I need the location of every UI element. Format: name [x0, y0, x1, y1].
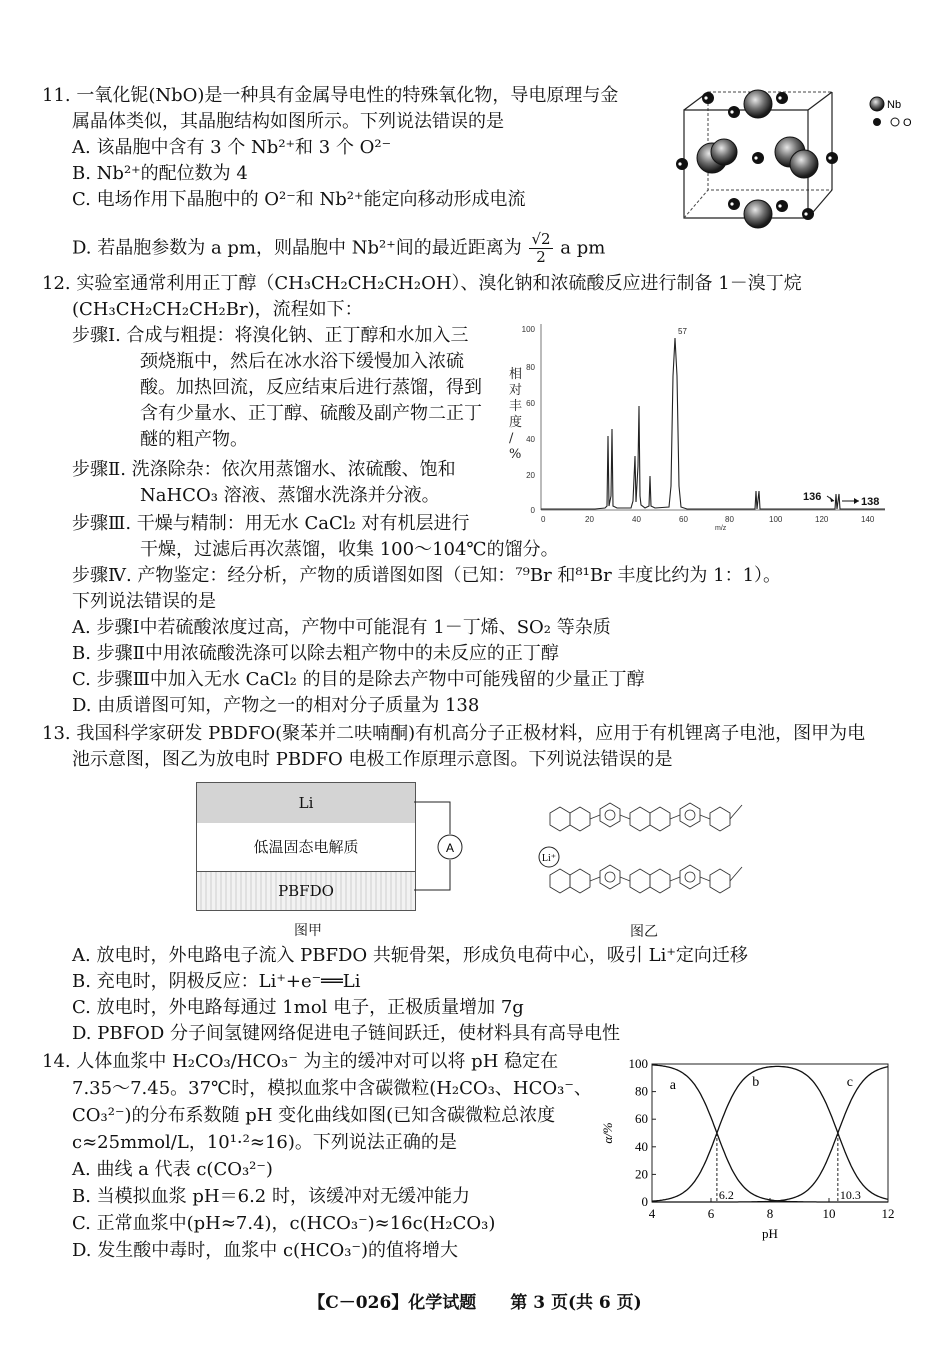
q11-stem-line2: 属晶体类似，其晶胞结构如图所示。下列说法错误的是: [72, 111, 504, 132]
ms-138-label: 138: [861, 496, 880, 508]
svg-text:20: 20: [526, 471, 535, 480]
q14-stem-line3: CO₃²⁻)的分布系数随 pH 变化曲线如图(已知含碳微粒总浓度: [72, 1105, 556, 1126]
mass-spectrum-figure: [505, 316, 910, 536]
svg-text:20: 20: [585, 515, 594, 524]
svg-text:丰: 丰: [509, 399, 523, 414]
li-anode-layer: Li: [196, 782, 416, 824]
q13-option-b: B. 充电时，阴极反应：Li⁺+e⁻══Li: [72, 971, 361, 992]
svg-text:100: 100: [769, 515, 783, 524]
q12-option-c: C. 步骤Ⅲ中加入无水 CaCl₂ 的目的是除去产物中可能残留的少量正丁醇: [72, 669, 645, 690]
ms-xlabel: m/z: [715, 525, 727, 532]
svg-text:0: 0: [530, 506, 535, 515]
svg-text:Li⁺: Li⁺: [541, 853, 557, 864]
ms-ylabel: [509, 366, 522, 462]
svg-text:%: %: [509, 447, 522, 462]
q11-stem-line1: 11. 一氧化铌(NbO)是一种具有金属导电性的特殊氧化物，导电原理与金: [42, 85, 619, 106]
q11-fraction: [529, 231, 552, 266]
y-axis-label: α/%: [600, 1122, 615, 1144]
o-legend-label: O: [903, 117, 912, 129]
q12-option-b: B. 步骤Ⅱ中用浓硫酸洗涤可以除去粗产物中的未反应的正丁醇: [72, 643, 559, 664]
q14-stem-line2: 7.35～7.45。37℃时，模拟血浆中含碳微粒(H₂CO₃、HCO₃⁻、: [72, 1078, 592, 1099]
q12-stem-line1: 12. 实验室通常利用正丁醇（CH₃CH₂CH₂CH₂OH）、溴化钠和浓硫酸反应进行制备 1－溴丁烷: [42, 273, 802, 294]
q12-step4: 步骤Ⅳ. 产物鉴定：经分析，产物的质谱图如图（已知：⁷⁹Br 和⁸¹Br 丰度比约为 1：1）。: [72, 565, 782, 586]
q11-fraction-num: √2: [531, 230, 551, 248]
distribution-chart-svg: [598, 1052, 908, 1242]
svg-text:40: 40: [526, 435, 535, 444]
o-legend-swatch: [873, 118, 881, 126]
q12-step1-line1: 步骤Ⅰ. 合成与粗提：将溴化钠、正丁醇和水加入三: [72, 325, 469, 346]
q12-question: 下列说法错误的是: [72, 591, 216, 612]
battery-diagram: [196, 782, 476, 938]
svg-text:0: 0: [541, 515, 546, 524]
q13-option-c: C. 放电时，外电路每通过 1mol 电子，正极质量增加 7g: [72, 997, 524, 1018]
pbdfo-structure-diagram: [530, 775, 760, 941]
q11-option-b: B. Nb²⁺的配位数为 4: [72, 163, 248, 184]
pka-label: 6.2: [718, 1188, 734, 1202]
q14-option-d: D. 发生酸中毒时，血浆中 c(HCO₃⁻)的值将增大: [72, 1240, 459, 1261]
nb-legend-swatch: [870, 97, 884, 111]
svg-text:相: 相: [509, 367, 523, 382]
ms-peak-57-label: 57: [678, 327, 687, 336]
page-footer: 【C－026】化学试题 第 3 页(共 6 页): [308, 1293, 642, 1313]
electrolyte-layer: 低温固态电解质: [196, 823, 416, 872]
q11-option-c: C. 电场作用下晶胞中的 O²⁻和 Nb²⁺能定向移动形成电流: [72, 189, 526, 210]
q13-option-d: D. PBFOD 分子间氢键网络促进电子链间跃迁，使材料具有高导电性: [72, 1023, 620, 1044]
caption-yi: 图乙: [630, 924, 658, 940]
pbdfo-structure-svg: [530, 775, 760, 920]
q12-step3-line1: 步骤Ⅲ. 干燥与精制：用无水 CaCl₂ 对有机层进行: [72, 513, 470, 534]
q14-stem-line4: c≈25mmol/L，10¹·²≈16)。下列说法正确的是: [72, 1132, 457, 1153]
q14-stem-line1: 14. 人体血浆中 H₂CO₃/HCO₃⁻ 为主的缓冲对可以将 pH 稳定在: [42, 1051, 559, 1072]
q13-stem-line1: 13. 我国科学家研发 PBDFO(聚苯并二呋喃酮)有机高分子正极材料，应用于有机锂离子电池，图甲为电: [42, 723, 866, 744]
series-label-b: b: [752, 1075, 760, 1091]
q14-option-b: B. 当模拟血浆 pH＝6.2 时，该缓冲对无缓冲能力: [72, 1186, 470, 1207]
series-label-a: a: [669, 1077, 676, 1093]
q11-option-d-text: D. 若晶胞参数为 a pm，则晶胞中 Nb²⁺间的最近距离为: [72, 237, 522, 259]
svg-text:度: 度: [509, 415, 523, 430]
ms-136-label: 136: [803, 491, 822, 503]
y-tick-label: 0: [641, 1194, 648, 1209]
x-tick-label: 10: [822, 1206, 836, 1221]
svg-text:140: 140: [861, 515, 875, 524]
q12-stem-line2: (CH₃CH₂CH₂CH₂Br)，流程如下：: [72, 299, 363, 320]
svg-text:80: 80: [725, 515, 734, 524]
svg-text:120: 120: [815, 515, 829, 524]
pbfdo-cathode-layer: PBFDO: [196, 871, 416, 911]
nbo-cell-svg: [672, 82, 912, 232]
q11-fraction-den: 2: [536, 248, 546, 266]
distribution-chart: [598, 1052, 908, 1242]
q12-step1-line3: 酸。加热回流，反应结束后进行蒸馏，得到: [140, 377, 482, 398]
external-circuit: [414, 782, 474, 912]
y-tick-label: 20: [635, 1166, 648, 1182]
q14-option-c: C. 正常血浆中(pH≈7.4)，c(HCO₃⁻)≈16c(H₂CO₃): [72, 1213, 496, 1234]
q12-step3-line2: 干燥，过滤后再次蒸馏，收集 100～104℃的馏分。: [140, 539, 559, 560]
q13-stem-line2: 池示意图，图乙为放电时 PBDFO 电极工作原理示意图。下列说法错误的是: [72, 749, 673, 770]
x-tick-label: 8: [766, 1206, 774, 1221]
x-tick-label: 12: [881, 1206, 895, 1221]
nbo-crystal-cell-figure: [672, 82, 912, 232]
pka-label: 10.3: [839, 1188, 861, 1202]
mass-spectrum-svg: [505, 316, 910, 536]
svg-text:/: /: [509, 431, 514, 446]
q12-step1-line2: 颈烧瓶中，然后在冰水浴下缓慢加入浓硫: [140, 351, 464, 372]
svg-text:对: 对: [509, 383, 523, 398]
svg-text:A: A: [445, 841, 455, 855]
svg-text:80: 80: [526, 363, 535, 372]
q14-option-a: A. 曲线 a 代表 c(CO₃²⁻): [72, 1159, 273, 1180]
svg-text:60: 60: [679, 515, 688, 524]
series-label-c: c: [846, 1075, 853, 1091]
q12-option-d: D. 由质谱图可知，产物之一的相对分子质量为 138: [72, 695, 480, 716]
q12-step2-line1: 步骤Ⅱ. 洗涤除杂：依次用蒸馏水、浓硫酸、饱和: [72, 459, 456, 480]
q12-step2-line2: NaHCO₃ 溶液、蒸馏水洗涤并分液。: [140, 485, 440, 506]
q11-option-a: A. 该晶胞中含有 3 个 Nb²⁺和 3 个 O²⁻: [72, 137, 392, 158]
q12-step1-line4: 含有少量水、正丁醇、硫酸及副产物二正丁: [140, 403, 482, 424]
q12-step1-line5: 醚的粗产物。: [140, 429, 248, 450]
svg-text:60: 60: [526, 399, 535, 408]
svg-text:100: 100: [521, 325, 535, 334]
x-axis-label: pH: [762, 1226, 778, 1241]
q13-option-a: A. 放电时，外电路电子流入 PBFDO 共轭骨架，形成负电荷中心，吸引 Li⁺定向迁移: [72, 945, 748, 966]
x-tick-label: 6: [707, 1206, 715, 1221]
q11-option-d: [72, 231, 605, 266]
q11-option-d-unit: a pm: [560, 237, 606, 259]
y-tick-label: 60: [635, 1111, 648, 1127]
y-tick-label: 100: [628, 1056, 648, 1071]
caption-jia: 图甲: [294, 923, 322, 939]
svg-text:40: 40: [632, 515, 641, 524]
y-tick-label: 80: [635, 1083, 648, 1099]
x-tick-label: 4: [648, 1206, 656, 1221]
nb-legend-label: Nb: [887, 99, 902, 111]
y-tick-label: 40: [635, 1138, 648, 1154]
q12-option-a: A. 步骤Ⅰ中若硫酸浓度过高，产物中可能混有 1－丁烯、SO₂ 等杂质: [72, 617, 611, 638]
